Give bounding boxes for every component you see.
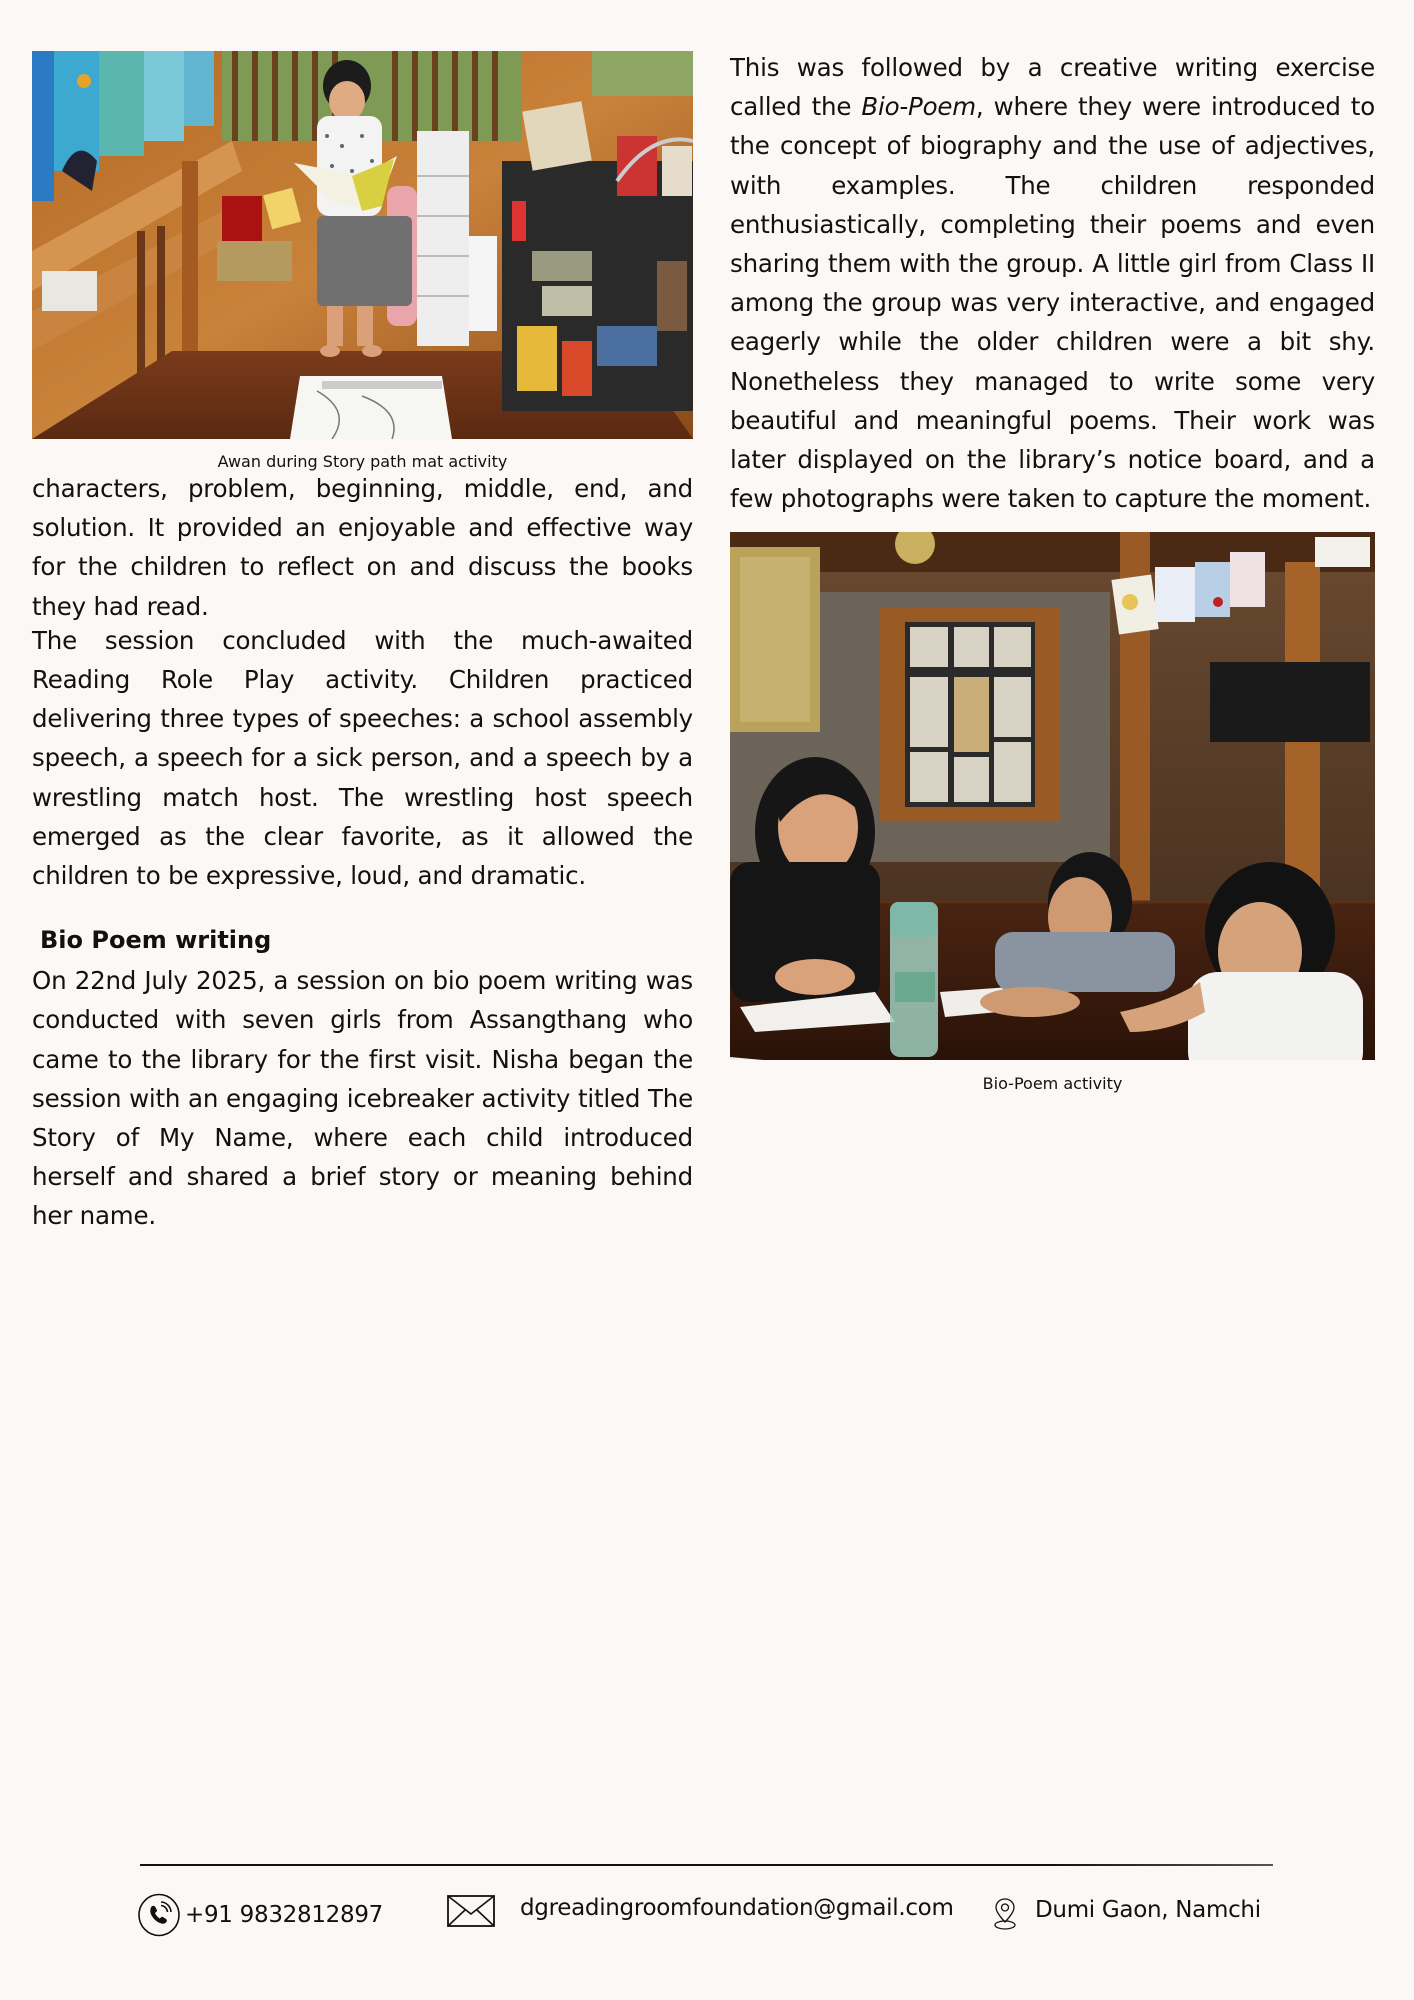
bio-poem-term: Bio-Poem [861, 92, 976, 122]
footer-location[interactable] [993, 1889, 1261, 1931]
paragraph-text-start: This was followed by a creative writing exercise called the [730, 53, 1375, 122]
footer-phone[interactable] [137, 1893, 383, 1937]
bio-poem-activity-photo [730, 532, 1375, 1060]
photo-illustration [32, 51, 693, 439]
story-path-mat-photo [32, 51, 693, 439]
map-pin-icon [993, 1897, 1017, 1931]
photo-caption: Awan during Story path mat activity [217, 452, 508, 471]
paragraph-story-path-summary: characters, problem, beginning, middle, end, and solution. It provided an enjoyable and effective way for the children to reflect on and discuss the books they had read. [32, 474, 693, 621]
photo-caption: Bio-Poem activity [982, 1074, 1123, 1094]
location-text: Dumi Gaon, Namchi [1035, 1897, 1261, 1923]
footer-email[interactable] [447, 1889, 954, 1927]
paragraph-text-end: , where they were introduced to the concept of biography and the use of adjectives, with examples. The children responded enthusiastically, completing their poems and even sharing them with the group. A little girl from Class II among the group was very interactive, and engaged eagerly while the older children were a bit shy. Nonetheless they managed to write some very beautiful and meaningful poems. Their work was later displayed on the library’s notice board, and a few photographs were taken to capture the moment. [730, 92, 1375, 514]
paragraph-bio-poem-exercise [730, 48, 1375, 518]
phone-icon [137, 1893, 181, 1937]
phone-number: +91 9832812897 [185, 1902, 383, 1928]
paragraph-bio-poem-intro: On 22nd July 2025, a session on bio poem writing was conducted with seven girls from Assangthang who came to the library for the first visit. Nisha began the session with an engaging icebreaker activity titled The Story of My Name, where each child introduced herself and shared a brief story or meaning behind her name. [32, 966, 693, 1231]
photo-illustration [730, 532, 1375, 1060]
section-heading-bio-poem: Bio Poem writing [40, 926, 272, 955]
email-address: dgreadingroomfoundation@gmail.com [520, 1895, 954, 1921]
right-column [730, 48, 1375, 1094]
envelope-icon [447, 1895, 495, 1927]
footer-divider [140, 1864, 1273, 1866]
left-column [32, 51, 693, 1236]
paragraph-reading-role-play: The session concluded with the much-awaited Reading Role Play activity. Children practiced delivering three types of speeches: a school assembly speech, a speech for a sick person, and a speech by a wrestling match host. The wrestling host speech emerged as the clear favorite, as it allowed the children to be expressive, loud, and dramatic. [32, 625, 693, 891]
